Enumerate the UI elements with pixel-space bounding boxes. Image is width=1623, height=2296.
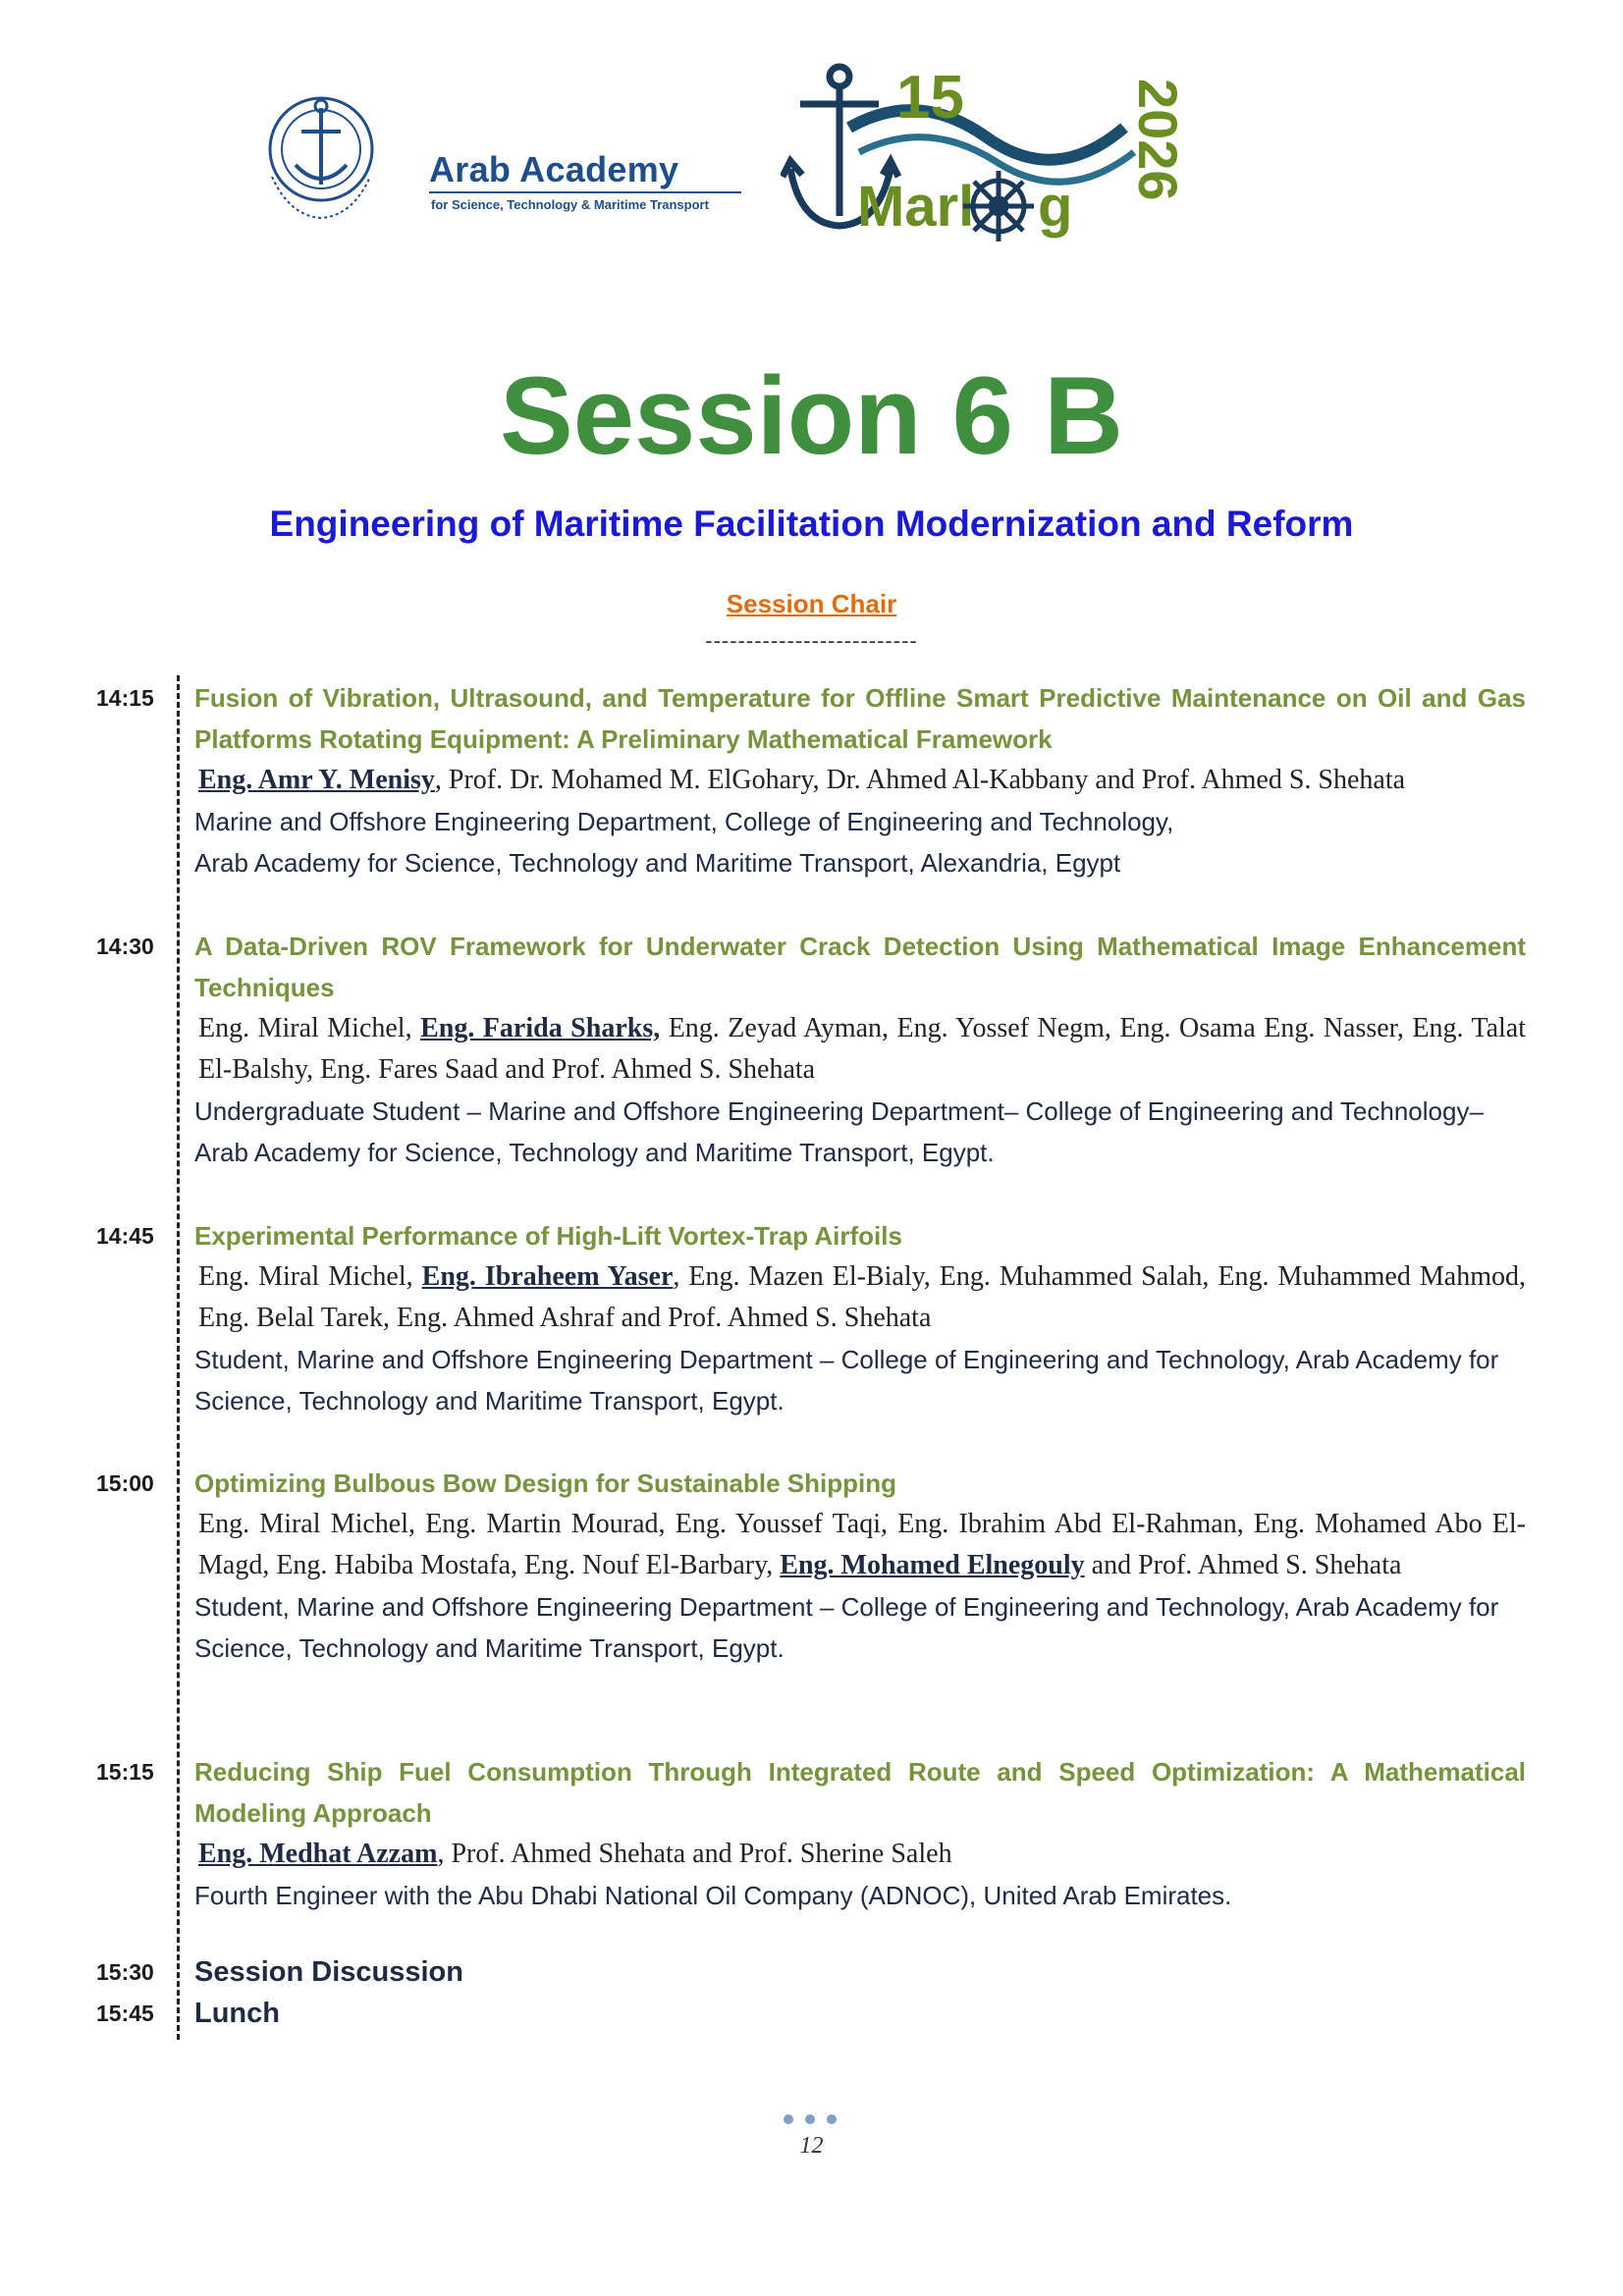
aast-logo xyxy=(260,79,751,226)
affiliation: Fourth Engineer with the Abu Dhabi National Oil Company (ADNOC), United Arab Emirates. xyxy=(194,1881,1232,1910)
presenter-name: Eng. Medhat Azzam xyxy=(198,1839,438,1869)
time-slot: 14:45 xyxy=(96,1223,154,1249)
paper-title: Experimental Performance of High-Lift Vortex-Trap Airfoils xyxy=(194,1221,902,1251)
marlog-name-part2: g xyxy=(1038,175,1073,239)
academy-name: Arab Academy xyxy=(429,149,679,189)
session-subtitle: Engineering of Maritime Facilitation Modernization and Reform xyxy=(269,504,1354,544)
other-authors: , Prof. Ahmed Shehata and Prof. Sherine Saleh xyxy=(437,1839,952,1869)
affiliation: Undergraduate Student – Marine and Offshore Engineering Department– College of Engineering and Technology– Arab Academy for Science, Technology and Maritime Transport, Egypt. xyxy=(194,1096,1484,1167)
page-number: 12 xyxy=(799,2133,824,2159)
program-item xyxy=(194,677,1526,883)
session-discussion: Session Discussion xyxy=(194,1956,463,1988)
paper-authors xyxy=(194,1008,1526,1091)
presenter-name: Eng. Ibraheem Yaser xyxy=(421,1261,674,1292)
time-slot: 15:00 xyxy=(96,1470,154,1496)
program-item xyxy=(194,1215,1526,1421)
paper-title: Optimizing Bulbous Bow Design for Sustainable Shipping xyxy=(194,1468,896,1498)
program-item xyxy=(194,1463,1526,1669)
other-authors: , Prof. Dr. Mohamed M. ElGohary, Dr. Ahmed Al-Kabbany and Prof. Ahmed S. Shehata xyxy=(434,765,1406,795)
other-authors: , Eng. Mazen El-Bialy, Eng. Muhammed Salah, Eng. Muhammed Mahmod, Eng. Belal Tarek, Eng. Ahmed Ashraf and Prof. Ahmed S. Shehata xyxy=(198,1261,1526,1333)
aast-seal-icon xyxy=(260,79,388,226)
paper-authors xyxy=(194,1256,1526,1339)
paper-authors xyxy=(194,1504,1526,1586)
authors-before: Eng. Miral Michel, xyxy=(198,1261,422,1292)
time-slot: 15:30 xyxy=(96,1959,154,1985)
chair-divider: -------------------------- xyxy=(705,628,918,653)
time-slot: 15:45 xyxy=(96,2001,154,2026)
program-item xyxy=(194,1751,1526,1916)
marlog-year: 2026 xyxy=(1127,79,1189,201)
lunch-break: Lunch xyxy=(194,1998,280,2029)
academy-subtitle: for Science, Technology & Maritime Transport xyxy=(431,197,709,212)
program-item xyxy=(194,926,1526,1173)
paper-title: A Data-Driven ROV Framework for Underwater Crack Detection Using Mathematical Image Enhancement Techniques xyxy=(194,932,1526,1002)
page-dots-icon xyxy=(781,2112,839,2126)
affiliation: Student, Marine and Offshore Engineering Department – College of Engineering and Technology, Arab Academy for Science, Technology and Maritime Transport, Egypt. xyxy=(194,1592,1499,1663)
timeline-line xyxy=(177,675,180,2040)
time-slot: 14:15 xyxy=(96,685,154,711)
presenter-name: Eng. Farida Sharks, xyxy=(420,1013,661,1043)
paper-authors xyxy=(194,1834,1526,1875)
affiliation: Student, Marine and Offshore Engineering Department – College of Engineering and Technology, Arab Academy for Science, Technology and Maritime Transport, Egypt. xyxy=(194,1345,1499,1415)
other-authors: Eng. Zeyad Ayman, Eng. Yossef Negm, Eng. Osama Eng. Nasser, Eng. Talat El-Balshy, Eng. Fares Saad and Prof. Ahmed S. Shehata xyxy=(198,1013,1527,1085)
paper-title: Fusion of Vibration, Ultrasound, and Temperature for Offline Smart Predictive Maintenance on Oil and Gas Platforms Rotating Equipment: A Preliminary Mathematical Framework xyxy=(194,683,1526,754)
paper-title: Reducing Ship Fuel Consumption Through Integrated Route and Speed Optimization: A Mathematical Modeling Approach xyxy=(194,1757,1526,1828)
affiliation: Arab Academy for Science, Technology and Maritime Transport, Alexandria, Egypt xyxy=(194,848,1121,878)
authors-before: Eng. Miral Michel, Eng. Martin Mourad, Eng. Youssef Taqi, Eng. Ibrahim Abd El-Rahman, Eng. Mohamed Abo El-Magd, Eng. Habiba Mostafa, Eng. Nouf El-Barbary, xyxy=(198,1509,1526,1580)
time-slot: 15:15 xyxy=(96,1759,154,1785)
academy-rule xyxy=(429,191,741,193)
marlog-number: 15 xyxy=(896,64,964,132)
session-chair-label: Session Chair xyxy=(726,589,897,618)
other-authors: and Prof. Ahmed S. Shehata xyxy=(1084,1550,1402,1580)
marlog-logo xyxy=(781,59,1203,255)
presenter-name: Eng. Mohamed Elnegouly xyxy=(780,1550,1085,1580)
presenter-name: Eng. Amr Y. Menisy xyxy=(198,765,435,795)
marlog-name-part1: Marl xyxy=(857,175,975,239)
header-logos xyxy=(260,59,1203,255)
authors-before: Eng. Miral Michel, xyxy=(198,1013,421,1043)
affiliation: Marine and Offshore Engineering Department, College of Engineering and Technology, xyxy=(194,807,1174,836)
session-title: Session 6 B xyxy=(500,354,1123,477)
paper-authors xyxy=(194,760,1526,801)
time-slot: 14:30 xyxy=(96,934,154,959)
